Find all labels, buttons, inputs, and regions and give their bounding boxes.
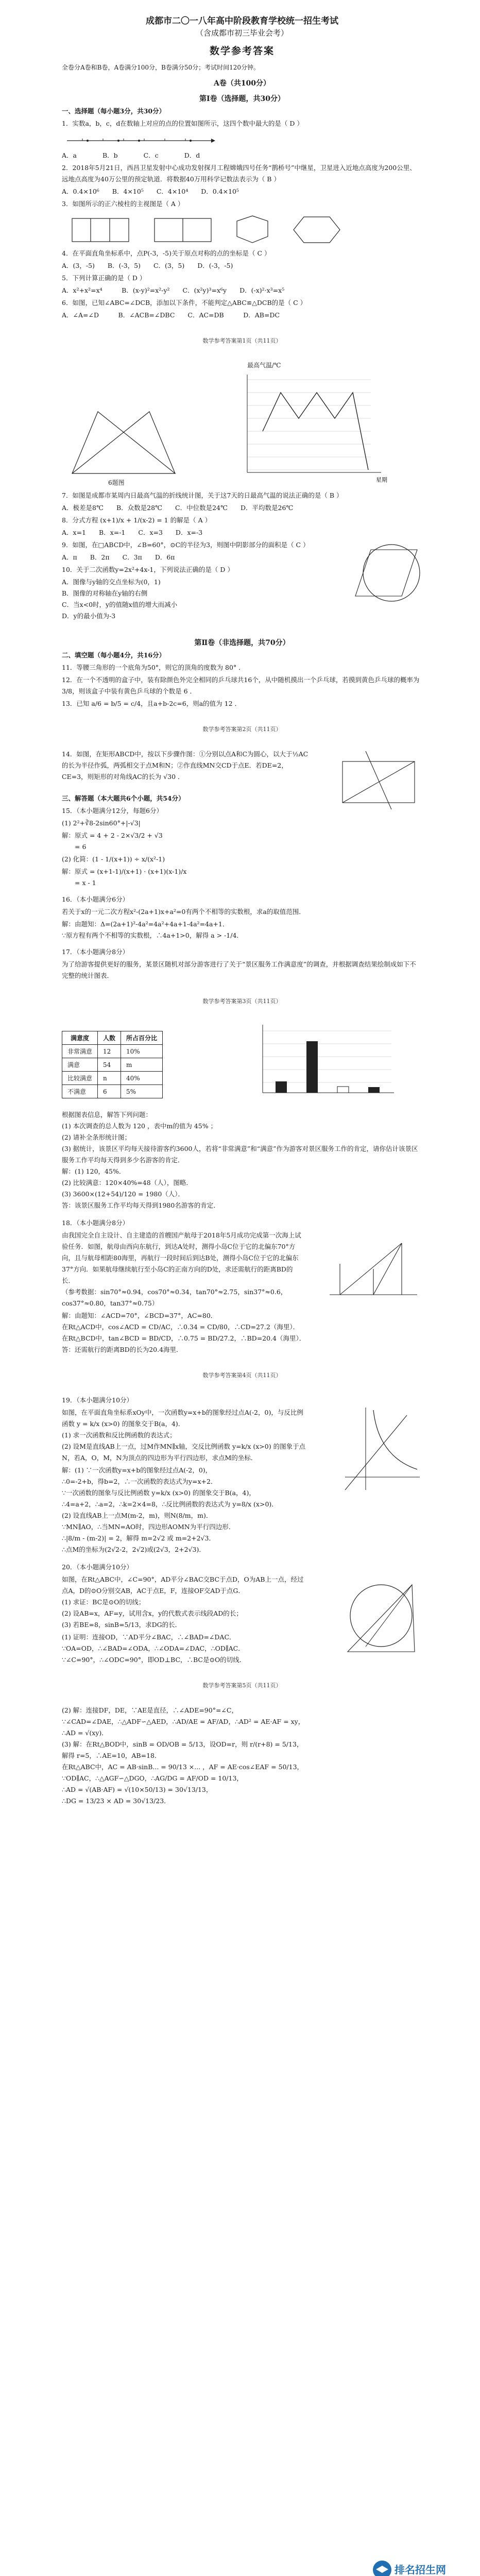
- question-18-solution: 解：由题知：∠ACD=70°，∠BCD=37°，AC=80． 在Rt△ACD中，cos∠ACD = CD/AC，∴0.34 = CD/80，∴CD=27.2（海里）． 在Rt△BCD中，tan∠BCD = BD/CD，∴0.75 = BD/27.2，∴BD=20.4（海里）． 答：还需航行的距离BD的长为20.4海里．: [62, 1312, 306, 1353]
- table-header: 所占百分比: [121, 1031, 163, 1045]
- temperature-chart-title: 最高气温/℃: [247, 362, 281, 369]
- temperature-line-chart: [232, 369, 402, 488]
- page-footer-1: 数学参考答案第1页（共11页）: [202, 337, 282, 344]
- title-exam: 成都市二〇一八年高中阶段教育学校统一招生考试: [146, 16, 338, 26]
- question-7-options: A．极差是8℃ B．众数是28℃ C．中位数是24℃ D．平均数是26℃: [62, 504, 294, 512]
- question-14: 14．如图，在矩形ABCD中，按以下步骤作图：①分别以点A和C为圆心，以大于½AC的长为半径作弧，两弧相交于点M和N；②作直线MN交CD于点E．若DE=2，CE=3，则矩形的对角线AC的长为 √30 ．: [62, 750, 308, 781]
- question-4: 4．在平面直角坐标系中，点P(-3，-5)关于原点对称的点的坐标是（ C ）: [62, 249, 271, 257]
- ship-bearing-figure: [324, 1233, 422, 1305]
- question-9: 9．如图，在□ABCD中，∠B=60°，⊙C的半径为3，则图中阴影部分的面积是（ C ）: [62, 541, 310, 549]
- question-12: 12．在一个不透明的盒子中，装有除颜色外完全相同的乒乓球共16个，从中随机摸出一个乒乓球，若摸到黄色乒乓球的概率为3/8，则该盒子中装有黄色乒乓球的个数是 6 ．: [62, 676, 420, 695]
- question-17: 17．（本小题满分8分）: [62, 948, 129, 956]
- question-11: 11．等腰三角形的一个底角为50°，则它的顶角的度数为 80° ．: [62, 664, 245, 671]
- page-footer-2: 数学参考答案第2页（共11页）: [202, 726, 282, 733]
- chart-x-label: 星期: [376, 477, 387, 483]
- answer-document: [62, 10, 422, 1808]
- site-watermark-logo: [371, 2558, 469, 2576]
- table-header: 满意度: [62, 1031, 98, 1045]
- question-15b: (2) 化简：(1 - 1/(x+1)) ÷ x/(x²-1): [62, 855, 165, 863]
- question-2: 2．2018年5月21日，西昌卫星发射中心成功发射探月工程嫦娥四号任务“鹊桥号”中继星，卫星进入近地点高度为200公里、远地点高度为40万公里的预定轨道．将数据40万用科学记数法表示为（ B ）: [62, 164, 416, 183]
- question-16-text: 若关于x的一元二次方程x²-(2a+1)x+a²=0有两个不相等的实数根，求a的取值范围．: [62, 908, 305, 916]
- question-18-text: 由我国完全自主设计、自主建造的首艘国产航母于2018年5月成功完成第一次海上试验任务．如图，航母由西向东航行，到达A处时，测得小岛C位于它的北偏东70°方向，且与航母相距80海里，再航行一段时间后到达B处，测得小岛C位于它的北偏东37°方向．如果航母继续航行至小岛C的正南方向的D处，求还需航行的距离BD的长． （参考数据：sin70°≈0.94，cos70°≈0.34，tan70°≈2.75，sin37°≈0.6，cos37°≈0.80，tan37°≈0.75）: [62, 1231, 301, 1307]
- table-row: [62, 1045, 163, 1058]
- title-answer: 数学参考答案: [209, 45, 275, 57]
- figures-row-page2: [62, 360, 422, 489]
- question-15b-solution: 解：原式 = (x+1-1)/(x+1) · (x+1)(x-1)/x = x - 1: [62, 868, 187, 887]
- question-10: 10．关于二次函数y=2x²+4x-1，下列说法正确的是（ D ）: [62, 566, 234, 573]
- graduation-cap-icon: [371, 2558, 469, 2576]
- number-line-figure: [62, 130, 216, 149]
- table-cell: 10%: [121, 1045, 163, 1058]
- question-13: 13．已知 a/6 = b/5 = c/4，且a+b-2c=6，则a的值为 12 ．: [62, 700, 242, 707]
- function-graph-q19: [335, 1405, 422, 1493]
- bar-fairly-satisfied: [337, 1087, 349, 1093]
- bar-satisfied: [306, 1041, 318, 1093]
- watermark-brand: 排名招生网: [395, 2564, 446, 2576]
- question-4-options: A．(3，-5) B．(-3，5) C．(3，5) D．(-3，-5): [62, 262, 233, 269]
- part-1-title: 第Ⅰ卷（选择题，共30分）: [199, 95, 285, 103]
- circle-triangle-figure-q20: [335, 1574, 422, 1662]
- section-choice: 一、选择题（每小题3分，共30分）: [62, 107, 166, 115]
- question-19: 19．（本小题满分10分）: [62, 1396, 133, 1404]
- table-row: [62, 1058, 163, 1072]
- table-cell: 12: [98, 1045, 121, 1058]
- question-20-solution: (1) 证明：连接OD，∵AD平分∠BAC，∴∠BAD=∠DAC． ∵OA=OD，∴∠BAD=∠ODA，∴∠ODA=∠DAC，∴OD∥AC． ∵∠C=90°，∴∠ODC=90°，即OD⊥BC，∴BC是⊙O的切线．: [62, 1633, 246, 1664]
- question-8: 8．分式方程 (x+1)/x + 1/(x-2) = 1 的解是（ A ）: [62, 516, 212, 524]
- table-cell: 不满意: [62, 1085, 98, 1098]
- question-9-options: A．π B．2π C．3π D．6π: [62, 553, 175, 561]
- page-footer-4: 数学参考答案第4页（共11页）: [202, 1372, 282, 1379]
- survey-figures: [62, 1021, 422, 1108]
- question-20: 20．（本小题满分10分）: [62, 1563, 133, 1571]
- question-3: 3．如图所示的正六棱柱的主视图是（ A ）: [62, 200, 184, 208]
- table-row: [62, 1072, 163, 1085]
- question-20-text: 如图，在Rt△ABC中，∠C=90°，AD平分∠BAC交BC于点D，O为AB上一点，经过点A，D的⊙O分别交AB，AC于点E，F，连接OF交AD于点G． (1) 求证：BC是⊙O的切线； (2) 设AB=x，AF=y，试用含x，y的代数式表示线段AD的长； (3) 若BE=8，sinB=5/13，求DG的长．: [62, 1575, 304, 1629]
- question-8-options: A．x=1 B．x=-1 C．x=3 D．x=-3: [62, 529, 203, 536]
- table-cell: 6: [98, 1085, 121, 1098]
- question-1: 1．实数a，b，c，d在数轴上对应的点的位置如图所示，这四个数中最大的是（ D ）: [62, 120, 303, 127]
- bar-very-satisfied: [276, 1081, 287, 1093]
- question-17-solution: 根据图表信息，解答下列问题： (1) 本次调查的总人数为 120 ，表中m的值为 45% ； (2) 请补全条形统计图； (3) 据统计，该景区平均每天接待游客约3600人，若将“非常满意”和“满意”作为游客对景区服务工作的肯定，请你估计该景区服务工作平均每天得到多少名游客的肯定． 解：(1) 120，45%． (2) 比较满意：120×40%=48（人），图略． (3) 3600×(12+54)/120 = 1980（人）． 答：该景区服务工作平均每天得到1980名游客的肯定．: [62, 1111, 418, 1209]
- hexagonal-prism-views: [62, 211, 391, 247]
- question-15a: (1) 2²+∛8-2sin60°+|-√3|: [62, 819, 141, 827]
- question-6: 6．如图，已知∠ABC=∠DCB，添加以下条件，不能判定△ABC≌△DCB的是（ C ）: [62, 299, 307, 307]
- question-16-solution: 解：由题知：Δ=(2a+1)²-4a²=4a²+4a+1-4a²=4a+1． ∵原方程有两个不相等的实数根，∴4a+1>0，解得 a > -1/4．: [62, 920, 243, 939]
- table-cell: m: [121, 1058, 163, 1072]
- part-a-title: A卷（共100分）: [213, 79, 271, 88]
- section-solve: 三、解答题（本大题共6个小题，共54分）: [62, 794, 185, 802]
- question-5-options: A．x²+x²=x⁴ B．(x-y)²=x²-y² C．(x²y)³=x⁶y D．(-x)²·x³=x⁵: [62, 286, 285, 294]
- survey-table: [62, 1031, 163, 1098]
- question-19-text: 如图，在平面直角坐标系xOy中，一次函数y=x+b的图象经过点A(-2，0)，与反比例函数 y = k/x (x>0) 的图象交于B(a，4)． (1) 求一次函数和反比例函数的表达式； (2) 设M是直线AB上一点，过M作MN∥x轴，交反比例函数 y=k/x (x>0) 的图象于点N，若A，O，M，N为顶点的四边形为平行四边形，求点M的坐标．: [62, 1409, 306, 1462]
- rectangle-figure-q14: [335, 749, 422, 810]
- title-subtitle: （含成都市初三毕业会考）: [195, 28, 288, 38]
- exam-note: 全卷分A卷和B卷，A卷满分100分，B卷满分50分；考试时间120分钟。: [62, 64, 260, 71]
- section-fill: 二、填空题（每小题4分，共16分）: [62, 651, 166, 659]
- question-16: 16．（本小题满分6分）: [62, 895, 129, 903]
- table-cell: 非常满意: [62, 1045, 98, 1058]
- figure-caption-q6: 6题图: [108, 479, 125, 486]
- question-15: 15．（本小题满分12分，每题6分）: [62, 807, 163, 815]
- part-2-title: 第Ⅱ卷（非选择题，共70分）: [194, 639, 290, 647]
- page-footer-5: 数学参考答案第5页（共11页）: [202, 1682, 282, 1689]
- table-cell: 40%: [121, 1072, 163, 1085]
- question-5: 5．下列计算正确的是（ D ）: [62, 274, 146, 282]
- page-footer-3: 数学参考答案第3页（共11页）: [202, 998, 282, 1005]
- table-cell: 满意: [62, 1058, 98, 1072]
- question-17-text: 为了给游客提供更好的服务，某景区随机对部分游客进行了关于“景区服务工作满意度”的调查，并根据调查结果绘制成如下不完整的统计图表．: [62, 960, 416, 979]
- table-cell: n: [98, 1072, 121, 1085]
- question-15a-solution: 解：原式 = 4 + 2 - 2×√3/2 + √3 = 6: [62, 832, 163, 851]
- question-20-solution-continued: (2) 解：连接DF，DE，∵AE是直径，∴∠ADE=90°=∠C， ∵∠CAD=∠DAE，∴△ADF∽△AED，∴AD/AE = AF/AD，∴AD² = AE·AF = xy， ∴AD = √(xy)． (3) 解：在Rt△BOD中，sinB = OD/OB = 5/13，设OD=r，则 r/(r+8) = 5/13， 解得 r=5，∴AE=10，AB=18． 在Rt△ABC中，AC = AB·sinB... = 90/13 ×... ，AF = AE·cos∠EAF = 50/13， ∵OD∥AC，∴△AGF∽△DGO，∴AG/DG = AF/OD = 10/13， ∴AD = √(AB·AF) = √(10×50/13) = 30√13/13， ∴DG = 13/23 × AD = 30√13/23．: [62, 1706, 305, 1805]
- question-19-solution: 解：(1) ∵一次函数y=x+b的图象经过点A(-2，0)， ∴0=-2+b，得b=2，∴一次函数的表达式为y=x+2． ∵一次函数的图象与反比例函数 y=k/x (x>0) 的图象交于B(a，4)， ∴4=a+2，∴a=2，∴k=2×4=8，∴反比例函数的表达式为 y=8/x (x>0)． (2) 设直线AB上一点M(m-2，m)，则N(8/m，m)． ∵MN∥AO，∴当MN=AO时，四边形AOMN为平行四边形． ∴|8/m - (m-2)| = 2，解得 m=2√2 或 m=2+2√3． ∴点M的坐标为(2√2-2，2√2)或(2√3，2+2√3)．: [62, 1466, 278, 1553]
- question-10-options: A．图像与y轴的交点坐标为(0，1) B．图像的对称轴在y轴的右侧 C．当x<0时，y的值随x值的增大而减小 D．y的最小值为-3: [62, 578, 178, 620]
- parallelogram-circle-figure: [345, 539, 422, 606]
- question-7: 7．如图是成都市某周内日最高气温的折线统计图，关于这7天的日最高气温的说法正确的是（ B ）: [62, 492, 343, 499]
- bar-unsatisfied: [368, 1087, 380, 1093]
- table-cell: 5%: [121, 1085, 163, 1098]
- question-2-options: A．0.4×10⁶ B．4×10⁵ C．4×10⁴ D．0.4×10⁵: [62, 188, 239, 195]
- table-header: 人数: [98, 1031, 121, 1045]
- table-cell: 54: [98, 1058, 121, 1072]
- question-1-options: A．a B．b C．c D．d: [62, 151, 200, 159]
- table-cell: 比较满意: [62, 1072, 98, 1085]
- survey-bar-chart: [247, 1021, 402, 1103]
- question-6-options: A．∠A=∠D B．∠ACB=∠DBC C．AC=DB D．AB=DC: [62, 311, 280, 319]
- table-row: [62, 1085, 163, 1098]
- question-18: 18．（本小题满分8分）: [62, 1219, 129, 1227]
